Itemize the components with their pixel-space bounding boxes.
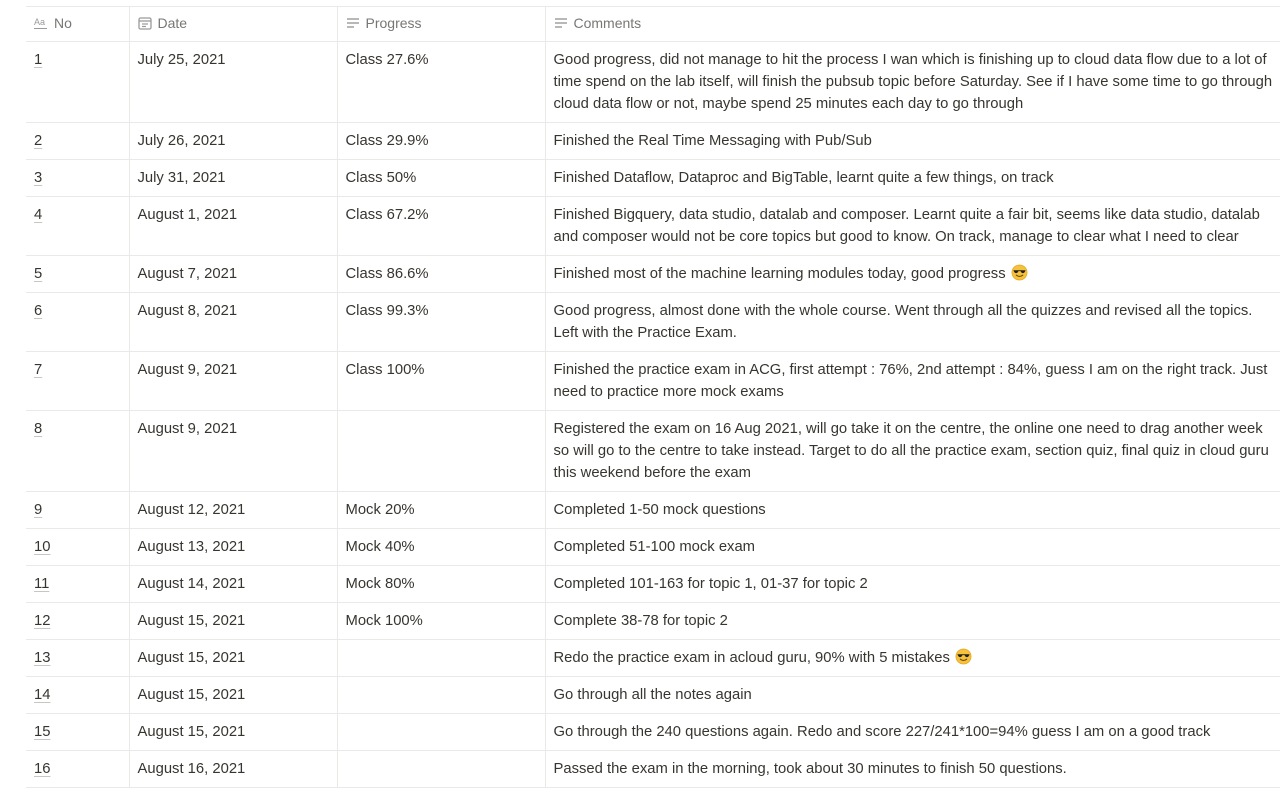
cell-date[interactable] (129, 491, 337, 528)
cell-no-text: 10 (34, 538, 51, 555)
cell-no[interactable] (26, 528, 129, 565)
cell-comment-text: Finished most of the machine learning modules today, good progress (553, 265, 1010, 282)
cell-date[interactable] (129, 410, 337, 491)
cell-date[interactable] (129, 639, 337, 676)
cell-progress[interactable] (337, 255, 545, 292)
cell-date-text: August 9, 2021 (137, 361, 238, 378)
cell-no[interactable] (26, 750, 129, 787)
cell-comment[interactable] (545, 122, 1280, 159)
cell-comment[interactable] (545, 491, 1280, 528)
cell-date-text: August 13, 2021 (137, 538, 246, 555)
column-header-date-label: Date (157, 15, 188, 31)
cell-progress-text: Class 67.2% (345, 206, 429, 223)
cell-comment-text: Passed the exam in the morning, took about 30 minutes to finish 50 questions. (553, 760, 1067, 777)
cell-progress[interactable] (337, 676, 545, 713)
table-row[interactable] (26, 41, 1280, 122)
cell-no[interactable] (26, 410, 129, 491)
table-row[interactable] (26, 750, 1280, 787)
cell-comment[interactable] (545, 528, 1280, 565)
cell-progress-text: Class 99.3% (345, 302, 429, 319)
table-row[interactable] (26, 713, 1280, 750)
table-row[interactable] (26, 639, 1280, 676)
cell-date-text: August 15, 2021 (137, 723, 246, 740)
cell-date[interactable] (129, 565, 337, 602)
cell-date[interactable] (129, 41, 337, 122)
cell-progress[interactable] (337, 565, 545, 602)
cell-progress[interactable] (337, 639, 545, 676)
cell-comment[interactable] (545, 196, 1280, 255)
cell-comment[interactable] (545, 41, 1280, 122)
cell-date[interactable] (129, 602, 337, 639)
cell-date-text: August 15, 2021 (137, 612, 246, 629)
cell-no-text: 13 (34, 649, 51, 666)
cell-date[interactable] (129, 713, 337, 750)
table-row[interactable] (26, 491, 1280, 528)
table-header-row (26, 7, 1280, 41)
cell-date-text: July 26, 2021 (137, 132, 226, 149)
cell-comment[interactable] (545, 410, 1280, 491)
cell-no-text: 14 (34, 686, 51, 703)
cell-progress[interactable] (337, 351, 545, 410)
sunglasses-emoji-icon (955, 648, 972, 665)
svg-text:Aa: Aa (34, 17, 46, 27)
cell-no[interactable] (26, 676, 129, 713)
cell-no[interactable] (26, 41, 129, 122)
cell-comment[interactable] (545, 750, 1280, 787)
cell-comment[interactable] (545, 713, 1280, 750)
cell-no[interactable] (26, 159, 129, 196)
cell-comment[interactable] (545, 351, 1280, 410)
cell-progress-text: Class 86.6% (345, 265, 429, 282)
cell-progress[interactable] (337, 713, 545, 750)
cell-no[interactable] (26, 602, 129, 639)
cell-progress[interactable] (337, 196, 545, 255)
sunglasses-emoji-icon (1011, 264, 1028, 281)
cell-comment[interactable] (545, 565, 1280, 602)
cell-no[interactable] (26, 565, 129, 602)
cell-no[interactable] (26, 713, 129, 750)
cell-date[interactable] (129, 122, 337, 159)
column-header-progress-label: Progress (365, 15, 422, 31)
cell-date[interactable] (129, 159, 337, 196)
cell-progress-text: Class 100% (345, 361, 425, 378)
cell-comment[interactable] (545, 255, 1280, 292)
cell-progress-text: Class 50% (345, 169, 417, 186)
cell-date-text: August 12, 2021 (137, 501, 246, 518)
table-row[interactable] (26, 410, 1280, 491)
cell-date-text: August 15, 2021 (137, 649, 246, 666)
cell-date-text: August 15, 2021 (137, 686, 246, 703)
cell-progress-text: Mock 100% (345, 612, 423, 629)
cell-comment-text: Finished the Real Time Messaging with Pub/Sub (553, 132, 872, 149)
cell-comment-text: Finished the practice exam in ACG, first attempt : 76%, 2nd attempt : 84%, guess I am on the right track. Just need to practice more mock exams (553, 361, 1268, 400)
cell-progress[interactable] (337, 410, 545, 491)
cell-progress[interactable] (337, 159, 545, 196)
table-body (26, 41, 1280, 787)
column-header-date[interactable] (129, 7, 337, 41)
cell-no-text: 7 (34, 361, 43, 378)
cell-no[interactable] (26, 639, 129, 676)
column-header-no[interactable] (26, 7, 129, 41)
cell-comment[interactable] (545, 676, 1280, 713)
cell-progress-text: Mock 20% (345, 501, 415, 518)
column-header-progress[interactable] (337, 7, 545, 41)
cell-no-text: 4 (34, 206, 43, 223)
cell-progress[interactable] (337, 750, 545, 787)
table-row[interactable] (26, 196, 1280, 255)
cell-comment-text: Redo the practice exam in acloud guru, 90% with 5 mistakes (553, 649, 955, 666)
cell-progress[interactable] (337, 41, 545, 122)
text-lines-icon (554, 16, 568, 30)
cell-comment-text: Good progress, almost done with the whole course. Went through all the quizzes and revised all the topics. Left with the Practice Exam. (553, 302, 1253, 341)
cell-no-text: 2 (34, 132, 43, 149)
cell-date-text: August 9, 2021 (137, 420, 238, 437)
cell-progress-text: Class 29.9% (345, 132, 429, 149)
cell-date[interactable] (129, 255, 337, 292)
calendar-icon (138, 16, 152, 30)
cell-progress[interactable] (337, 122, 545, 159)
cell-comment-text: Finished Bigquery, data studio, datalab and composer. Learnt quite a fair bit, seems like data studio, datalab and composer would not be core topics but good to know. On track, manage to clear what I need to clear (553, 206, 1260, 245)
cell-no-text: 8 (34, 420, 43, 437)
table-row[interactable] (26, 565, 1280, 602)
cell-progress[interactable] (337, 528, 545, 565)
cell-comment-text: Go through the 240 questions again. Redo and score 227/241*100=94% guess I am on a good track (553, 723, 1211, 740)
cell-comment-text: Completed 51-100 mock exam (553, 538, 755, 555)
text-property-icon (34, 16, 48, 30)
cell-progress-text: Class 27.6% (345, 51, 429, 68)
cell-progress-text: Mock 80% (345, 575, 415, 592)
table-row[interactable] (26, 351, 1280, 410)
cell-date[interactable] (129, 528, 337, 565)
cell-comment[interactable] (545, 602, 1280, 639)
cell-date-text: July 31, 2021 (137, 169, 226, 186)
cell-no[interactable] (26, 255, 129, 292)
cell-no-text: 6 (34, 302, 43, 319)
cell-comment[interactable] (545, 292, 1280, 351)
cell-progress[interactable] (337, 292, 545, 351)
cell-comment[interactable] (545, 639, 1280, 676)
cell-progress[interactable] (337, 602, 545, 639)
text-lines-icon (346, 16, 360, 30)
table-row[interactable] (26, 122, 1280, 159)
cell-date-text: August 8, 2021 (137, 302, 238, 319)
cell-comment-text: Good progress, did not manage to hit the process I wan which is finishing up to cloud data flow due to a lot of time spend on the lab itself, will finish the pubsub topic before Saturday. See if I have some time to go through cloud data flow or not, maybe spend 25 minutes each day to go through (553, 51, 1273, 112)
cell-progress-text: Mock 40% (345, 538, 415, 555)
table-row[interactable] (26, 292, 1280, 351)
cell-no-text: 9 (34, 501, 43, 518)
cell-no-text: 3 (34, 169, 43, 186)
cell-date-text: August 16, 2021 (137, 760, 246, 777)
column-header-comments-label: Comments (573, 15, 642, 31)
cell-date[interactable] (129, 196, 337, 255)
cell-comment-text: Finished Dataflow, Dataproc and BigTable, learnt quite a few things, on track (553, 169, 1054, 186)
cell-date[interactable] (129, 676, 337, 713)
progress-table (26, 7, 1280, 788)
table-row[interactable] (26, 159, 1280, 196)
cell-comment-text: Completed 101-163 for topic 1, 01-37 for topic 2 (553, 575, 868, 592)
cell-progress[interactable] (337, 491, 545, 528)
cell-date-text: August 1, 2021 (137, 206, 238, 223)
progress-table-view (26, 6, 1280, 788)
cell-no-text: 5 (34, 265, 43, 282)
cell-comment-text: Completed 1-50 mock questions (553, 501, 766, 518)
cell-no[interactable] (26, 196, 129, 255)
cell-date[interactable] (129, 351, 337, 410)
table-row[interactable] (26, 528, 1280, 565)
cell-date[interactable] (129, 750, 337, 787)
table-row[interactable] (26, 676, 1280, 713)
table-row[interactable] (26, 602, 1280, 639)
cell-date-text: August 7, 2021 (137, 265, 238, 282)
cell-no-text: 11 (34, 575, 50, 592)
column-header-comments[interactable] (545, 7, 1280, 41)
cell-no-text: 1 (34, 51, 43, 68)
cell-no[interactable] (26, 351, 129, 410)
cell-comment[interactable] (545, 159, 1280, 196)
cell-no[interactable] (26, 122, 129, 159)
cell-no-text: 16 (34, 760, 51, 777)
cell-comment-text: Complete 38-78 for topic 2 (553, 612, 728, 629)
cell-no[interactable] (26, 292, 129, 351)
cell-no-text: 12 (34, 612, 51, 629)
cell-comment-text: Registered the exam on 16 Aug 2021, will go take it on the centre, the online one need to drag another week so will go to the centre to take instead. Target to do all the practice exam, section quiz, final quiz in cloud guru this weekend before the exam (553, 420, 1269, 481)
column-header-no-label: No (54, 15, 72, 31)
table-row[interactable] (26, 255, 1280, 292)
cell-date-text: July 25, 2021 (137, 51, 226, 68)
cell-no[interactable] (26, 491, 129, 528)
cell-date[interactable] (129, 292, 337, 351)
cell-date-text: August 14, 2021 (137, 575, 246, 592)
cell-comment-text: Go through all the notes again (553, 686, 752, 703)
cell-no-text: 15 (34, 723, 51, 740)
